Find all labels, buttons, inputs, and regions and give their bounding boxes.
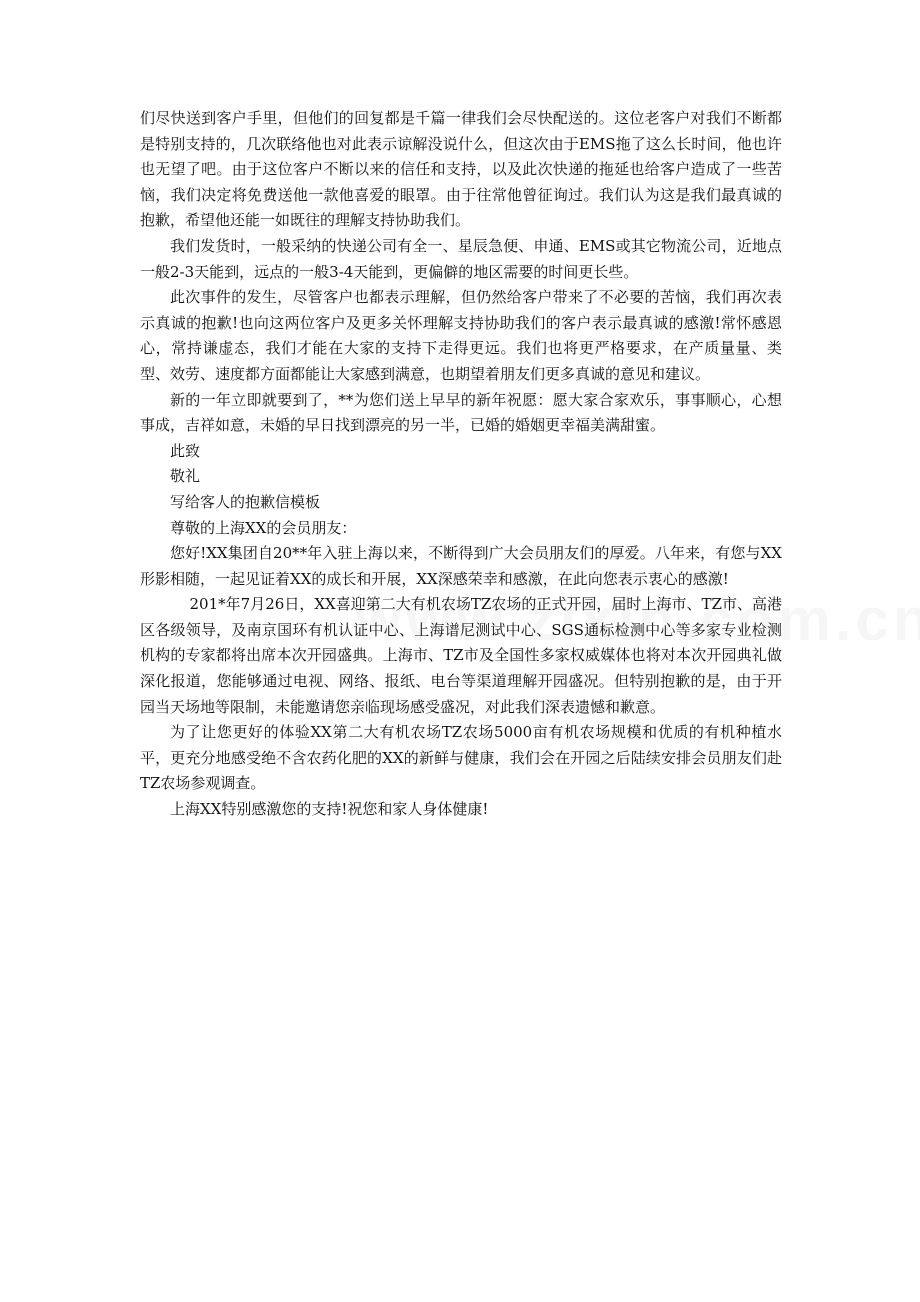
paragraph-shipping: 我们发货时，一般采纳的快递公司有全一、星辰急便、申通、EMS或其它物流公司，近地点一般2-3天能到，远点的一般3-4天能到，更偏僻的地区需要的时间更长些。: [140, 236, 782, 281]
closing-jingli: 敬礼: [170, 467, 201, 486]
paragraph-new-year: 新的一年立即就要到了，**为您们送上早早的新年祝愿：愿大家合家欢乐，事事顺心，心想事成，吉祥如意，未婚的早日找到漂亮的另一半，已婚的婚姻更幸福美满甜蜜。: [140, 390, 782, 435]
salutation: 尊敬的上海XX的会员朋友：: [170, 518, 357, 537]
paragraph-opening: 201*年7月26日，XX喜迎第二大有机农场TZ农场的正式开园，届时上海市、TZ市、高港区各级领导，及南京国环有机认证中心、上海谱尼测试中心、SGS通标检测中心等多家专业检测机构的专家都将出席本次开园盛典。上海市、TZ市及全国性多家权威媒体也将对本次开园典礼做深化报道，您能够通过电视、网络、报纸、电台等渠道理解开园盛况。但特别抱歉的是，由于开园当天场地等限制，未能邀请您亲临现场感受盛况，对此我们深表遗憾和歉意。: [140, 595, 782, 716]
paragraph-visit: 为了让您更好的体验XX第二大有机农场TZ农场5000亩有机农场规模和优质的有机种植水平，更充分地感受绝不含农药化肥的XX的新鲜与健康，我们会在开园之后陆续安排会员朋友们赴TZ农场参观调查。: [140, 723, 782, 793]
letter-body: [140, 106, 782, 823]
paragraph-greeting: 您好!XX集团自20**年入驻上海以来，不断得到广大会员朋友们的厚爱。八年来，有您与XX形影相随，一起见证着XX的成长和开展，XX深感荣幸和感激，在此向您表示衷心的感激!: [140, 544, 782, 588]
closing-cizhi: 此致: [170, 441, 201, 460]
paragraph-thanks: 上海XX特别感激您的支持!祝您和家人身体健康!: [170, 800, 489, 819]
template-title: 写给客人的抱歉信模板: [170, 492, 321, 511]
paragraph-apology: 此次事件的发生，尽管客户也都表示理解，但仍然给客户带来了不必要的苦恼，我们再次表示真诚的抱歉!也向这两位客户及更多关怀理解支持协助我们的客户表示最真诚的感激!常怀感恩心，常持谦虚态，我们才能在大家的支持下走得更远。我们也将更严格要求，在产质量量、类型、效劳、速度都方面都能让大家感到满意，也期望着朋友们更多真诚的意见和建议。: [140, 288, 782, 383]
paragraph-continuation: 们尽快送到客户手里，但他们的回复都是千篇一律我们会尽快配送的。这位老客户对我们不断都是特别支持的，几次联络他也对此表示谅解没说什么，但这次由于EMS拖了这么长时间，他也许也无望了吧。由于这位客户不断以来的信任和支持，以及此次快递的拖延也给客户造成了一些苦恼，我们决定将免费送他一款他喜爱的眼罩。由于往常他曾征询过。我们认为这是我们最真诚的抱歉，希望他还能一如既往的理解支持协助我们。: [140, 109, 782, 230]
